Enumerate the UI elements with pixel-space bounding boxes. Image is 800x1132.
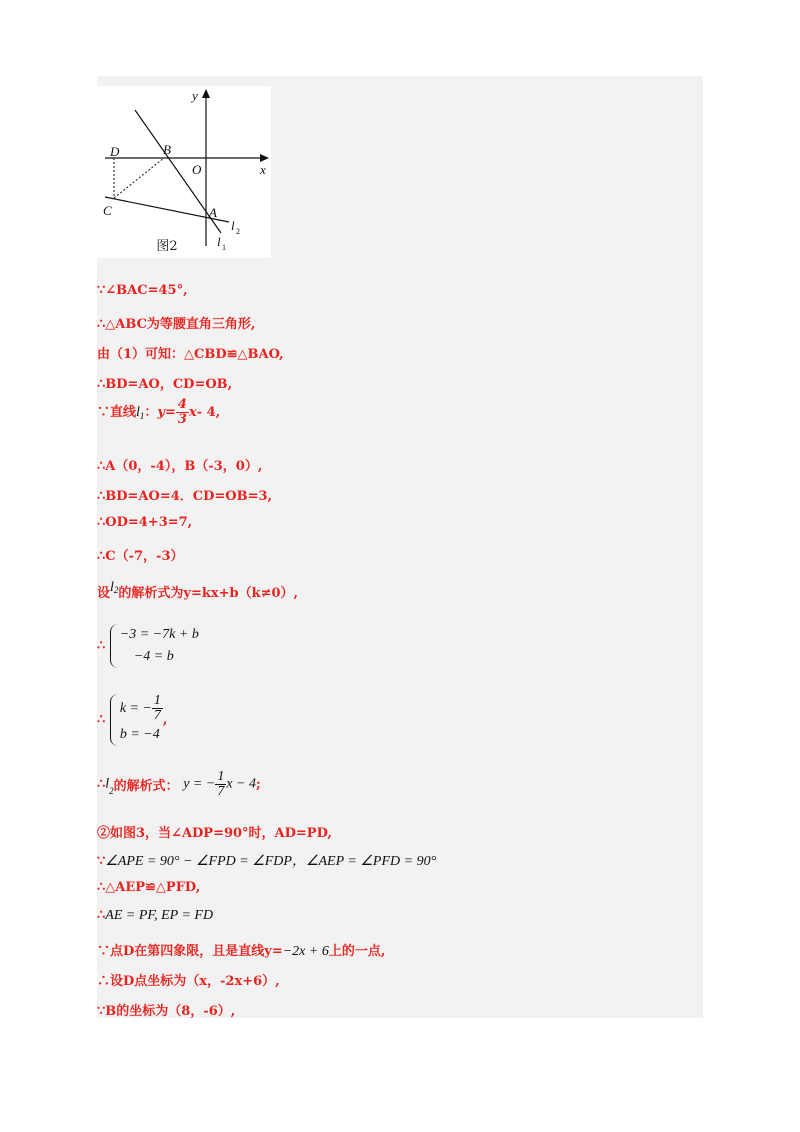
line-16: ∴△AEP≌△PFD, <box>97 880 201 895</box>
system-2-den: 7 <box>153 708 161 724</box>
line-5-num: 4 <box>177 397 187 412</box>
line-9: ∴C（-7，-3） <box>97 549 184 564</box>
line-15-eq: ∠APE = 90° − ∠FPD = ∠FDP，∠AEP = ∠PFD = 90° <box>105 854 437 869</box>
line-10 <box>97 580 298 601</box>
label-l2-sub: 2 <box>236 227 240 236</box>
system-2-row-2: b = −4 <box>119 727 160 742</box>
label-O: O <box>192 162 202 177</box>
system-2 <box>110 694 163 746</box>
line-10-rest: 的解析式为y=kx+b（k≠0）, <box>118 586 299 601</box>
figure-2 <box>97 86 271 258</box>
line-13-sub: 2 <box>109 786 114 796</box>
line-12-tail: , <box>162 712 168 728</box>
line-10-sub: 2 <box>113 585 119 595</box>
line-13-l: l <box>105 776 110 792</box>
label-l1-sub: 1 <box>222 243 226 252</box>
brace <box>110 624 119 668</box>
line-11 <box>97 624 199 668</box>
line-18-pre: ∵点D在第四象限，且是直线y= <box>97 944 283 959</box>
label-D: D <box>110 144 120 159</box>
line-17-eq: AE = PF, EP = FD <box>105 908 214 923</box>
line-5-pre: ∵直线 <box>97 405 137 420</box>
figure-caption: 图2 <box>156 239 178 254</box>
line-2: ∴△ABC为等腰直角三角形, <box>97 317 256 332</box>
system-1-row-1: −3 = −7k + b <box>119 627 199 642</box>
line-13-fraction <box>215 770 226 799</box>
line-5 <box>97 398 220 427</box>
line-13-pre: ∴ <box>97 777 106 792</box>
line-4: ∴BD=AO，CD=OB, <box>97 377 233 392</box>
line-15 <box>97 850 436 870</box>
line-15-pre: ∵ <box>97 854 106 869</box>
line-18-post: 上的一点, <box>328 944 386 959</box>
line-5-colon: ： <box>144 405 158 420</box>
label-l2: l <box>231 218 235 233</box>
system-2-row-1 <box>120 694 163 724</box>
line-5-x: x <box>188 405 197 420</box>
line-17 <box>97 908 213 924</box>
line-5-den: 3 <box>177 412 187 427</box>
coordinate-diagram <box>97 86 271 258</box>
line-13-num: 1 <box>217 769 225 784</box>
line-3: 由（1）可知：△CBD≌△BAO, <box>97 347 284 362</box>
line-12 <box>97 694 167 746</box>
system-1 <box>110 624 199 668</box>
line-14: ②如图3，当∠ADP=90°时，AD=PD, <box>97 826 332 841</box>
line-7: ∴BD=AO=4．CD=OB=3, <box>97 489 273 504</box>
line-5-y: y= <box>157 405 176 420</box>
line-5-fraction <box>176 398 189 427</box>
system-1-row-2: −4 = b <box>133 649 174 664</box>
line-10-l: l <box>110 580 114 595</box>
line-18-eq: −2x + 6 <box>282 944 329 959</box>
line-17-pre: ∴ <box>97 908 106 923</box>
line-13-den: 7 <box>217 784 225 799</box>
line-12-pre: ∴ <box>97 712 106 728</box>
line-10-pre: 设 <box>97 586 111 601</box>
system-2-fraction <box>152 694 163 723</box>
line-5-rest: - 4, <box>196 405 221 420</box>
line-13-tail: ; <box>256 777 261 792</box>
line-11-pre: ∴ <box>97 638 106 654</box>
line-13-mid: 的解析式： <box>113 779 179 794</box>
line-5-l: l <box>136 405 140 420</box>
line-19: ∴设D点坐标为（x，-2x+6）, <box>97 974 280 989</box>
system-2-row-1-lhs: k = − <box>119 701 152 716</box>
line-8: ∴OD=4+3=7, <box>97 515 193 530</box>
line-18 <box>97 940 385 960</box>
label-C: C <box>103 203 112 218</box>
brace <box>110 694 119 746</box>
label-A: A <box>209 205 217 220</box>
line-13-eq-b: x − 4 <box>226 776 256 792</box>
label-y: y <box>192 88 198 103</box>
label-x: x <box>260 162 266 177</box>
line-13-eq-a: y = − <box>183 776 216 792</box>
line-1: ∵∠BAC=45°, <box>97 283 188 298</box>
line-13 <box>97 770 261 799</box>
label-B: B <box>163 142 171 157</box>
line-20: ∵B的坐标为（8，-6）, <box>97 1004 236 1019</box>
line-6: ∴A（0，-4），B（-3，0）, <box>97 459 263 474</box>
system-2-num: 1 <box>153 693 161 709</box>
line-5-sub: 1 <box>139 411 145 421</box>
label-l1: l <box>217 234 221 249</box>
